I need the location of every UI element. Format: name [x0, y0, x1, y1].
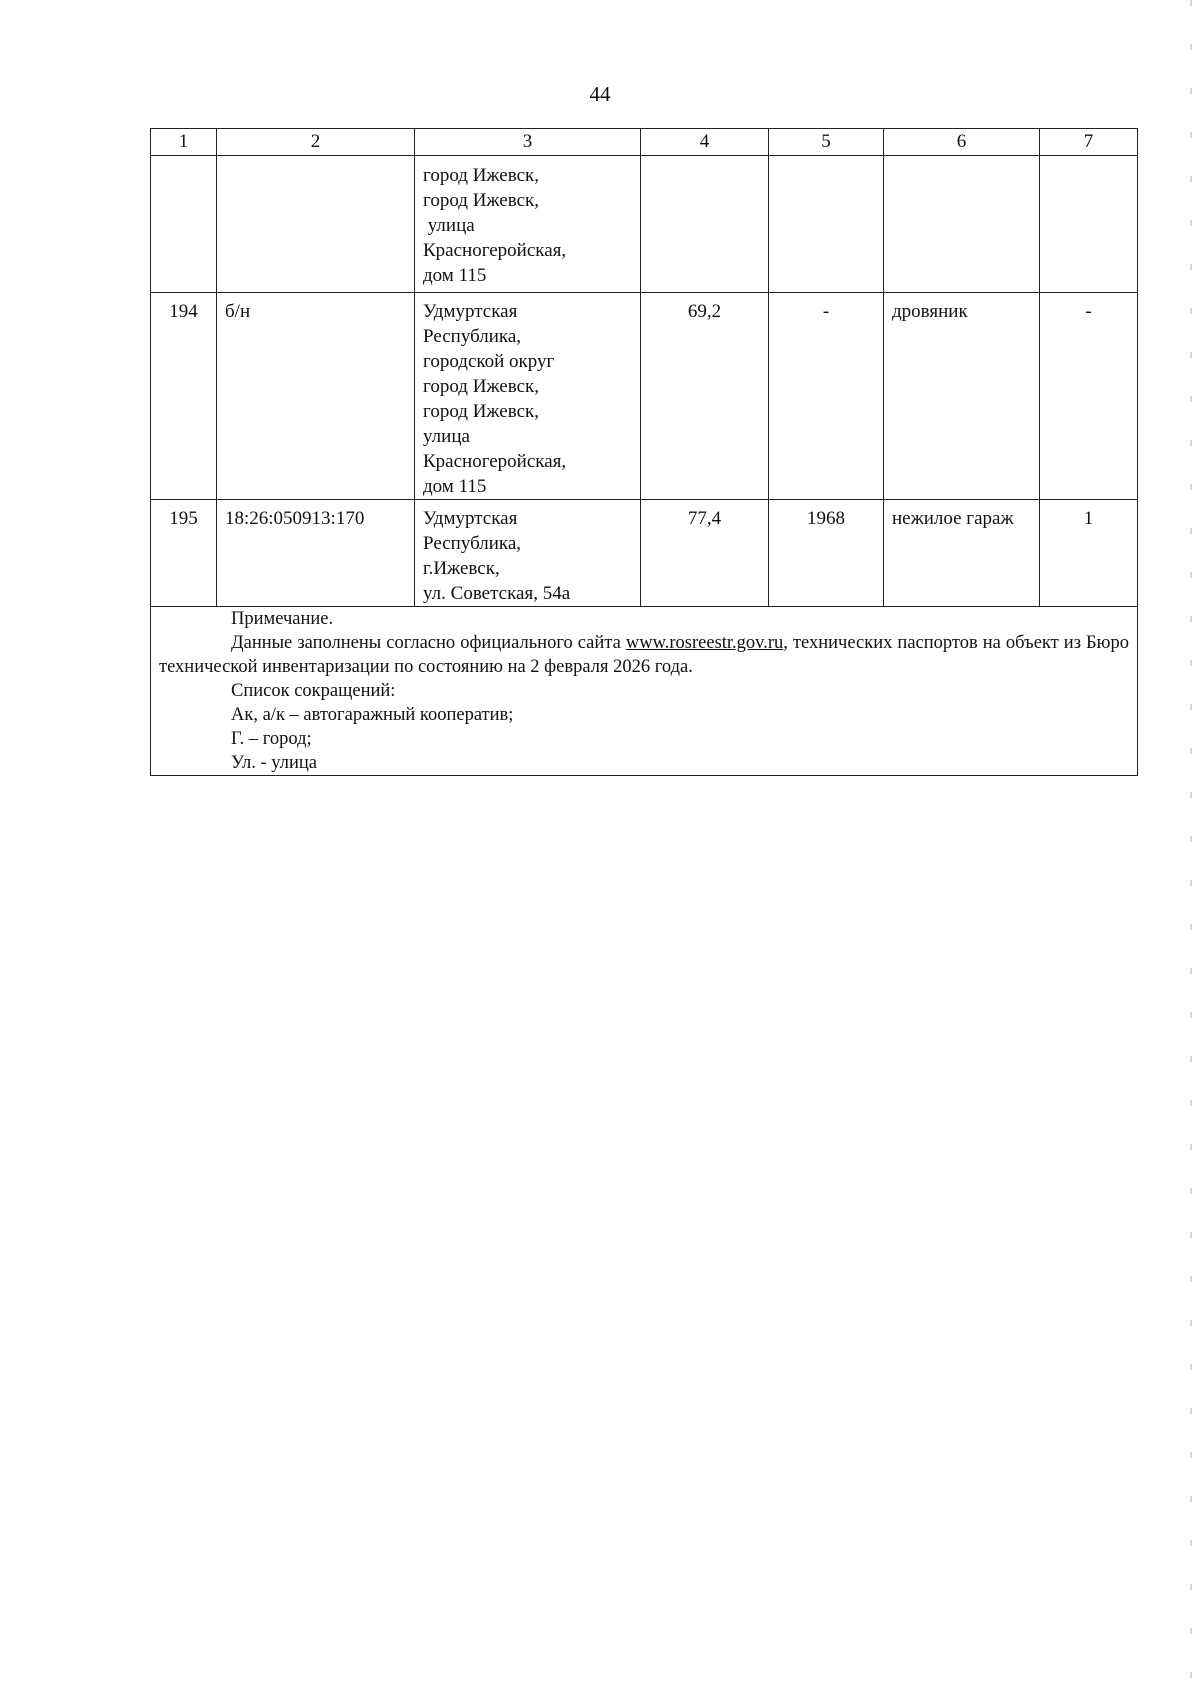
note-text: , технических паспортов на объект из Бюро технической инвентаризации по состоянию на 2 февраля 2026 года. [159, 633, 1129, 677]
column-header: 7 [1040, 129, 1138, 156]
address-line: г.Ижевск, [423, 558, 500, 579]
address-line: город Ижевск, [423, 165, 539, 186]
address-line: Красногеройская, [423, 451, 567, 472]
rosreestr-link[interactable]: www.rosreestr.gov.ru [625, 633, 784, 653]
cadastral-number-cell: 18:26:050913:170 [217, 500, 415, 607]
address-line: город Ижевск, [423, 401, 539, 422]
table-row [151, 156, 1138, 293]
cadastral-number-cell [217, 156, 415, 293]
scan-edge-marks [1190, 0, 1192, 1686]
area-cell [641, 156, 769, 293]
objects-table [150, 128, 1138, 776]
note-title: Примечание. [231, 609, 334, 629]
year-cell [769, 156, 884, 293]
abbreviation-item: Г. – город; [231, 729, 312, 749]
page-number: 44 [589, 82, 611, 106]
row-number-cell: 195 [151, 500, 217, 607]
address-line: улица [423, 215, 475, 236]
address-line: Республика, [423, 533, 522, 554]
address-line: Республика, [423, 326, 522, 347]
cadastral-number-cell: б/н [217, 293, 415, 500]
column-header: 6 [884, 129, 1040, 156]
address-line: Красногеройская, [423, 240, 567, 261]
area-cell: 77,4 [641, 500, 769, 607]
address-line: дом 115 [423, 265, 487, 286]
column-header: 4 [641, 129, 769, 156]
address-cell [415, 156, 641, 293]
note-cell [151, 607, 1138, 776]
floors-cell [1040, 156, 1138, 293]
column-header: 2 [217, 129, 415, 156]
year-cell: 1968 [769, 500, 884, 607]
floors-cell: 1 [1040, 500, 1138, 607]
note-row [151, 607, 1138, 776]
address-line: Удмуртская [423, 301, 518, 322]
address-line: Удмуртская [423, 508, 518, 529]
purpose-cell: нежилое гараж [884, 500, 1040, 607]
objects-table-wrapper [150, 128, 1137, 776]
column-header: 5 [769, 129, 884, 156]
abbreviation-item: Ул. - улица [231, 753, 317, 773]
area-cell: 69,2 [641, 293, 769, 500]
column-header: 3 [415, 129, 641, 156]
year-cell: - [769, 293, 884, 500]
row-number-cell [151, 156, 217, 293]
purpose-cell [884, 156, 1040, 293]
table-row [151, 293, 1138, 500]
address-cell [415, 293, 641, 500]
row-number-cell: 194 [151, 293, 217, 500]
column-number-row [151, 129, 1138, 156]
address-cell [415, 500, 641, 607]
address-line: улица [423, 426, 470, 447]
purpose-cell: дровяник [884, 293, 1040, 500]
column-header: 1 [151, 129, 217, 156]
address-line: городской округ [423, 351, 555, 372]
address-line: город Ижевск, [423, 376, 539, 397]
address-line: ул. Советская, 54а [423, 583, 571, 604]
abbreviations-title: Список сокращений: [231, 681, 396, 701]
abbreviation-item: Ак, а/к – автогаражный кооператив; [231, 705, 514, 725]
note-paragraph [159, 631, 1129, 679]
note-text: Данные заполнены согласно официального сайта [231, 633, 626, 653]
floors-cell: - [1040, 293, 1138, 500]
address-line: город Ижевск, [423, 190, 539, 211]
address-line: дом 115 [423, 476, 487, 497]
table-row [151, 500, 1138, 607]
